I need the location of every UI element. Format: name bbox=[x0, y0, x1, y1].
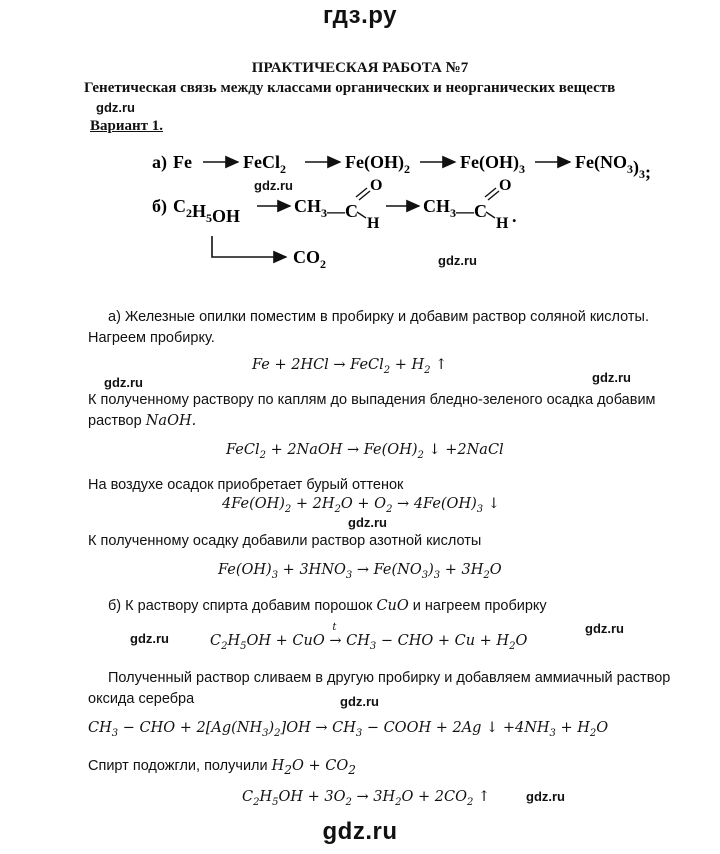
cuo-formula: CuO bbox=[376, 598, 409, 614]
paragraph-g-prefix: Спирт подожгли, получили bbox=[88, 758, 268, 774]
site-header-logo: гдз.ру bbox=[323, 2, 397, 29]
watermark: gdz.ru bbox=[348, 515, 387, 530]
watermark: gdz.ru bbox=[592, 370, 631, 385]
watermark: gdz.ru bbox=[585, 621, 624, 636]
paragraph-e bbox=[108, 596, 547, 617]
paragraph-f-line2: оксида серебра bbox=[88, 691, 195, 707]
aldehyde-oxygen: O bbox=[370, 177, 383, 194]
watermark: gdz.ru bbox=[96, 100, 135, 115]
watermark: gdz.ru bbox=[104, 375, 143, 390]
aldehyde-hydrogen: H bbox=[367, 215, 380, 232]
scheme-dot: . bbox=[512, 206, 517, 226]
aldehyde-oxygen-2: O bbox=[499, 177, 512, 194]
scheme-aldehyde: $CH_3—C$ bbox=[294, 196, 358, 221]
watermark: gdz.ru bbox=[340, 694, 379, 709]
paragraph-a-line1: а) Железные опилки поместим в пробирку и добавим раствор соляной кислоты. bbox=[108, 309, 649, 325]
paragraph-c: На воздухе осадок приобретает бурый оттенок bbox=[88, 477, 404, 493]
paragraph-d: К полученному осадку добавили раствор азотной кислоты bbox=[88, 533, 482, 549]
site-footer-logo: gdz.ru bbox=[322, 818, 398, 845]
watermark: gdz.ru bbox=[438, 253, 477, 268]
paragraph-b-line2 bbox=[88, 411, 196, 432]
scheme-feoh2: $Fe(OH)_2$ bbox=[345, 152, 410, 176]
scheme-fecl2: FeCl$_2$ bbox=[243, 152, 286, 176]
equation-1: Fe + 2HCl → FeCl$_2$ + $H_2$ ↑ bbox=[252, 357, 448, 376]
scheme-b-label: б) bbox=[152, 196, 167, 216]
paragraph-e-prefix: б) К раствору спирта добавим порошок bbox=[108, 598, 373, 614]
variant-heading: Вариант 1. bbox=[90, 118, 164, 134]
paragraph-f-line1: Полученный раствор сливаем в другую пробирку и добавляем аммиачный раствор bbox=[108, 670, 671, 686]
single-bond-line bbox=[486, 212, 495, 218]
paragraph-g bbox=[88, 756, 356, 781]
products-formula: $H_2O + CO_2$ bbox=[271, 758, 356, 777]
equation-5: $C_2H_5OH$ + CuO → t $CH_3$ − CHO + $Cu + H_2O$ bbox=[210, 622, 528, 652]
scheme-co2: $CO_2$ bbox=[293, 247, 326, 271]
reaction-scheme bbox=[0, 140, 720, 275]
watermark: gdz.ru bbox=[254, 178, 293, 193]
naoh-formula: NaOH. bbox=[145, 413, 197, 429]
equation-7: $C_2H_5OH + 3O_2 \to 3H_2O + 2CO_2$ ↑ bbox=[242, 789, 491, 808]
page-title: ПРАКТИЧЕСКАЯ РАБОТА №7 bbox=[251, 60, 469, 76]
scheme-ethanol: $C_2H_5OH$ bbox=[173, 196, 241, 226]
page-subtitle: Генетическая связь между классами органических и неорганических веществ bbox=[84, 80, 616, 96]
single-bond-line bbox=[357, 212, 366, 218]
scheme-a-label: а) bbox=[152, 152, 167, 172]
paragraph-e-suffix: и нагреем пробирку bbox=[412, 598, 547, 614]
branch-arrow-icon bbox=[212, 236, 286, 257]
equation-4: $Fe(OH)_3 + 3HNO_3 \to Fe(NO_3)_3 + 3H_2O$ bbox=[218, 562, 502, 581]
scheme-feno33: $Fe(NO_3)_3$; bbox=[575, 152, 651, 182]
watermark: gdz.ru bbox=[130, 631, 169, 646]
watermark: gdz.ru bbox=[526, 789, 565, 804]
aldehyde-hydrogen-2: H bbox=[496, 215, 509, 232]
equation-3: $4Fe(OH)_2 + 2H_2O + O_2 \to 4Fe(OH)_3$ ↓ bbox=[222, 496, 500, 515]
equation-6: $CH_3$ − CHO + $2[Ag(NH_3)_2]OH \to CH_3$ − COOH + 2Ag ↓ $+4NH_3 + H_2O$ bbox=[88, 720, 609, 739]
scheme-aldehyde-2: $CH_3—C$ bbox=[423, 196, 487, 221]
equation-2: FeCl$_2$ + 2NaOH → $Fe(OH)_2$ ↓ +2NaCl bbox=[226, 442, 504, 461]
paragraph-a-line2: Нагреем пробирку. bbox=[88, 330, 215, 346]
scheme-feoh3: $Fe(OH)_3$ bbox=[460, 152, 525, 176]
paragraph-b-line1: К полученному раствору по каплям до выпадения бледно-зеленого осадка добавим bbox=[88, 392, 656, 408]
scheme-fe: Fe bbox=[173, 152, 192, 172]
paragraph-b-prefix: раствор bbox=[88, 413, 142, 429]
